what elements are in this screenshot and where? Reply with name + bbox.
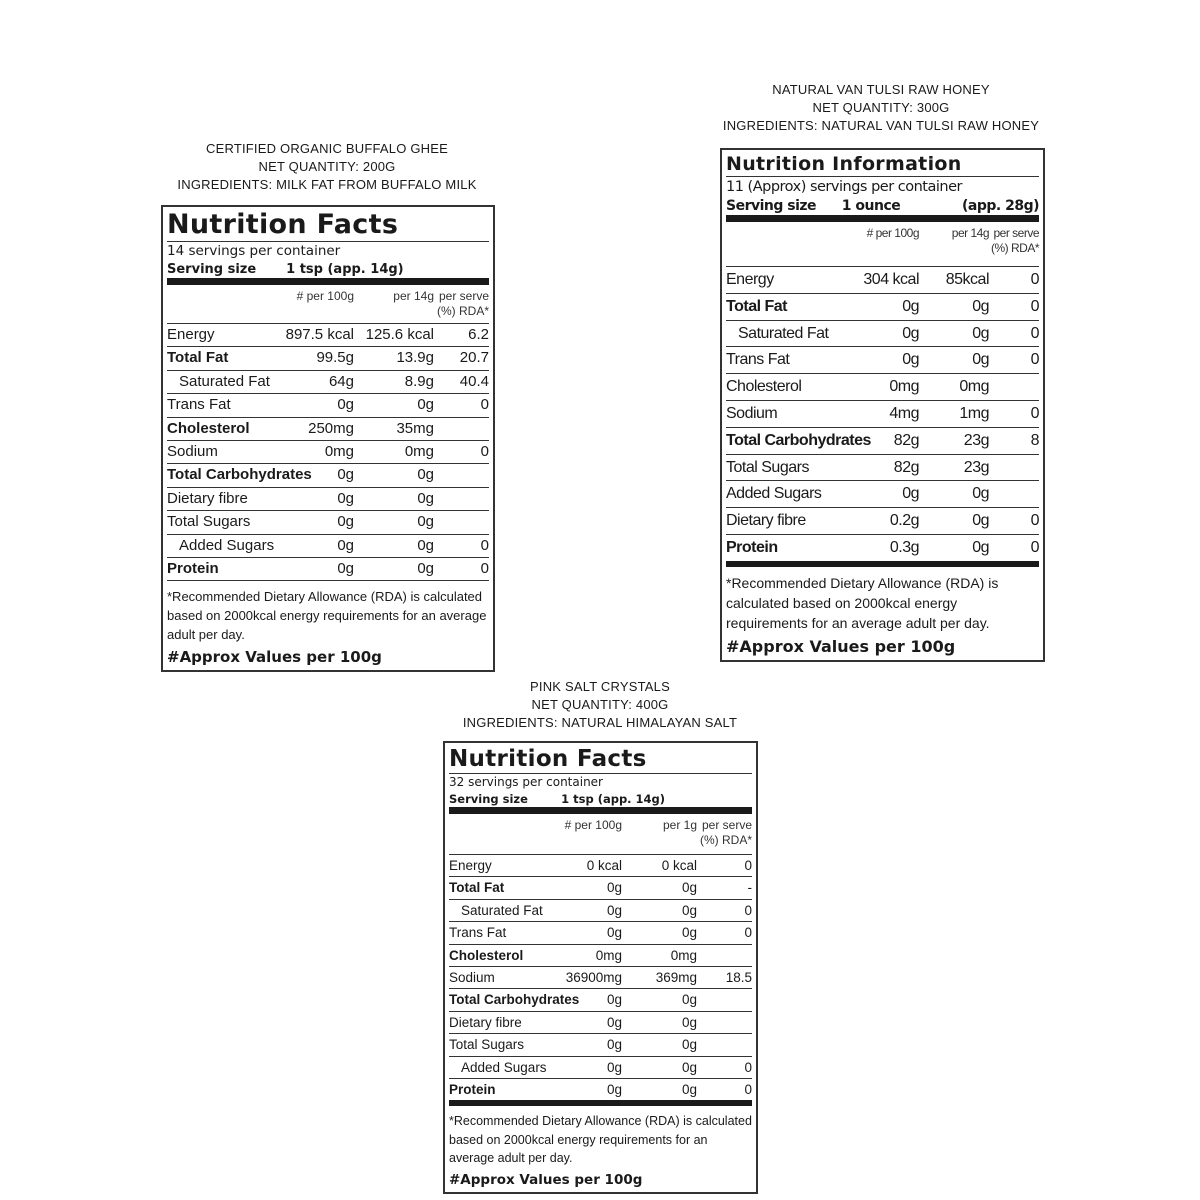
- column-header-row: [726, 222, 1039, 267]
- nutrient-row: [726, 374, 1039, 401]
- rda-footnote: *Recommended Dietary Allowance (RDA) is calculated based on 2000kcal energy requirements for an average adult per day.: [726, 574, 999, 631]
- value-per-100g: 0g: [606, 1081, 622, 1097]
- value-per-serving: 0g: [681, 1081, 697, 1097]
- nutrient-name: Total Carbohydrates: [726, 431, 871, 449]
- serving-size-value: 1 tsp (app. 14g): [286, 262, 404, 277]
- product-name: PINK SALT CRYSTALS: [530, 679, 670, 694]
- value-per-100g: 0g: [337, 513, 354, 531]
- nutrient-name: Total Sugars: [449, 1037, 525, 1053]
- nutrient-name: Trans Fat: [449, 925, 507, 941]
- approx-values-note: #Approx Values per 100g: [449, 1171, 643, 1188]
- nutrient-name: Protein: [449, 1081, 496, 1097]
- ingredients: INGREDIENTS: MILK FAT FROM BUFFALO MILK: [177, 177, 477, 192]
- nutrient-row: [167, 371, 489, 394]
- nutrient-name: Total Carbohydrates: [449, 992, 580, 1008]
- nutrient-row: [449, 922, 752, 944]
- servings-per-container: 14 servings per container: [167, 243, 341, 259]
- serving-size-value-group: [286, 261, 489, 278]
- nutrient-row: [449, 1057, 752, 1079]
- value-per-100g: 250mg: [308, 419, 354, 437]
- rda-percent: 0: [480, 536, 489, 554]
- product-name: NATURAL VAN TULSI RAW HONEY: [772, 82, 990, 97]
- rda-percent: 0: [1030, 271, 1039, 288]
- serving-size-extra: (app. 28g): [962, 198, 1039, 214]
- value-per-100g: 0mg: [595, 947, 622, 963]
- approx-values-note: #Approx Values per 100g: [726, 636, 956, 656]
- value-per-100g: 0g: [902, 324, 919, 342]
- value-per-serving: 85kcal: [945, 271, 989, 288]
- rda-percent: 0: [1030, 297, 1039, 315]
- rda-percent: 0: [480, 396, 489, 414]
- product-heading: [127, 140, 527, 194]
- value-per-100g: 64g: [328, 372, 354, 390]
- nutrient-name: Energy: [726, 271, 774, 288]
- serving-size-value-group: [561, 792, 752, 808]
- product-heading: [681, 81, 1081, 135]
- rda-percent: 0: [1030, 538, 1039, 556]
- nutrient-row: [726, 267, 1039, 294]
- rda-percent: 0: [744, 1059, 752, 1075]
- value-per-100g: 0g: [606, 925, 622, 941]
- column-header-row: [167, 285, 489, 324]
- nutrient-row: [726, 535, 1039, 567]
- rda-percent: 6.2: [468, 325, 489, 343]
- nutrient-name: Saturated Fat: [738, 324, 829, 342]
- value-per-serving: 369mg: [655, 969, 697, 985]
- rda-percent: 0: [480, 559, 489, 577]
- rda-percent: 8: [1030, 431, 1039, 449]
- servings-per-container: 32 servings per container: [449, 775, 603, 789]
- nutrient-name: Total Fat: [167, 349, 229, 367]
- value-per-serving: 0g: [681, 992, 697, 1008]
- nutrient-name: Total Sugars: [726, 458, 809, 476]
- nutrient-name: Total Sugars: [167, 513, 251, 531]
- rda-percent: 0: [1030, 324, 1039, 342]
- value-per-serving: 0g: [417, 559, 434, 577]
- nutrient-row: [726, 401, 1039, 428]
- value-per-serving: 0g: [972, 351, 989, 369]
- label-title: Nutrition Facts: [167, 209, 489, 242]
- serving-size-label: Serving size: [726, 198, 817, 214]
- value-per-serving: 1mg: [959, 404, 989, 422]
- value-per-serving: 0g: [417, 489, 434, 507]
- column-header: per serve (%) RDA*: [699, 818, 752, 847]
- value-per-100g: 0mg: [324, 442, 354, 460]
- value-per-serving: 0g: [417, 396, 434, 414]
- value-per-serving: 8.9g: [404, 372, 434, 390]
- value-per-serving: 125.6 kcal: [365, 325, 434, 343]
- nutrient-row: [726, 294, 1039, 321]
- serving-size-label: Serving size: [449, 791, 528, 806]
- ingredients: INGREDIENTS: NATURAL VAN TULSI RAW HONEY: [722, 118, 1040, 133]
- rda-percent: 0: [480, 442, 489, 460]
- nutrient-row: [449, 1079, 752, 1106]
- label-title: Nutrition Information: [726, 152, 1039, 177]
- nutrient-name: Trans Fat: [726, 351, 790, 369]
- rda-percent: 0: [744, 902, 752, 918]
- rda-percent: 18.5: [725, 969, 752, 985]
- net-quantity: NET QUANTITY: 200G: [258, 159, 396, 174]
- nutrient-name: Dietary fibre: [167, 489, 248, 507]
- value-per-serving: 0g: [972, 485, 989, 503]
- nutrient-name: Energy: [167, 325, 215, 343]
- product-name: CERTIFIED ORGANIC BUFFALO GHEE: [206, 141, 448, 156]
- nutrient-row: [167, 464, 489, 487]
- nutrient-name: Total Carbohydrates: [167, 466, 312, 484]
- nutrient-name: Protein: [726, 538, 778, 556]
- nutrient-row: [449, 989, 752, 1011]
- serving-size: [167, 261, 489, 285]
- nutrient-name: Sodium: [449, 969, 495, 985]
- product-heading: [400, 678, 800, 732]
- approx-values-note: #Approx Values per 100g: [167, 648, 382, 667]
- value-per-serving: 0g: [972, 538, 989, 556]
- nutrition-label: [720, 148, 1045, 662]
- nutrient-row: [726, 481, 1039, 508]
- value-per-serving: 0g: [681, 1014, 697, 1030]
- rda-footnote: *Recommended Dietary Allowance (RDA) is calculated based on 2000kcal energy requirements for an average adult per day.: [449, 1114, 752, 1166]
- column-header: per 14g: [393, 289, 434, 303]
- value-per-100g: 4mg: [889, 404, 919, 422]
- value-per-serving: 13.9g: [396, 349, 434, 367]
- column-header: # per 100g: [866, 226, 919, 240]
- nutrient-row: [449, 877, 752, 899]
- value-per-100g: 0g: [902, 485, 919, 503]
- nutrient-row: [449, 967, 752, 989]
- rda-percent: 0: [1030, 512, 1039, 530]
- value-per-100g: 82g: [893, 458, 919, 476]
- value-per-serving: 0g: [417, 513, 434, 531]
- nutrient-row: [726, 321, 1039, 348]
- nutrient-name: Cholesterol: [167, 419, 250, 437]
- value-per-serving: 0 kcal: [661, 857, 697, 873]
- nutrient-row: [449, 945, 752, 967]
- value-per-serving: 0g: [681, 1059, 697, 1075]
- value-per-100g: 0.3g: [889, 538, 919, 556]
- nutrient-row: [167, 488, 489, 511]
- nutrient-name: Saturated Fat: [179, 372, 270, 390]
- column-header: per serve (%) RDA*: [436, 289, 489, 318]
- nutrient-row: [726, 347, 1039, 374]
- value-per-serving: 0mg: [670, 947, 697, 963]
- nutrient-row: [449, 1012, 752, 1034]
- nutrient-row: [167, 511, 489, 534]
- nutrient-row: [167, 441, 489, 464]
- nutrient-name: Sodium: [726, 404, 778, 422]
- value-per-100g: 82g: [893, 431, 919, 449]
- nutrient-row: [167, 558, 489, 581]
- nutrient-row: [449, 855, 752, 877]
- nutrient-name: Trans Fat: [167, 396, 231, 414]
- value-per-serving: 23g: [963, 431, 989, 449]
- value-per-serving: 0g: [681, 1037, 697, 1053]
- nutrient-row: [449, 900, 752, 922]
- value-per-100g: 897.5 kcal: [285, 325, 354, 343]
- serving-size-value-group: [842, 197, 1039, 215]
- nutrient-name: Cholesterol: [449, 947, 524, 963]
- value-per-serving: 0g: [417, 466, 434, 484]
- rda-percent: 0: [744, 857, 752, 873]
- serving-size-value: 1 ounce: [841, 198, 901, 214]
- value-per-serving: 0g: [681, 902, 697, 918]
- value-per-serving: 0g: [681, 880, 697, 896]
- rda-percent: 0: [1030, 404, 1039, 422]
- value-per-100g: 0g: [337, 489, 354, 507]
- nutrient-name: Protein: [167, 559, 219, 577]
- value-per-serving: 0mg: [959, 378, 989, 396]
- nutrient-row: [726, 428, 1039, 455]
- nutrient-name: Energy: [449, 857, 492, 873]
- nutrient-row: [449, 1034, 752, 1056]
- value-per-serving: 0g: [972, 512, 989, 530]
- nutrient-row: [167, 347, 489, 370]
- nutrient-row: [167, 324, 489, 347]
- nutrient-name: Cholesterol: [726, 378, 802, 396]
- value-per-serving: 0mg: [404, 442, 434, 460]
- value-per-100g: 0g: [606, 902, 622, 918]
- column-header-row: [449, 814, 752, 855]
- nutrient-row: [726, 455, 1039, 482]
- nutrient-name: Total Fat: [726, 297, 787, 315]
- nutrient-row: [167, 535, 489, 558]
- value-per-serving: 0g: [972, 324, 989, 342]
- serving-size: [449, 792, 752, 815]
- value-per-100g: 99.5g: [316, 349, 354, 367]
- value-per-serving: 0g: [972, 297, 989, 315]
- net-quantity: NET QUANTITY: 300G: [812, 100, 950, 115]
- nutrition-label: [443, 741, 758, 1194]
- value-per-100g: 0g: [606, 1059, 622, 1075]
- nutrient-name: Saturated Fat: [461, 902, 543, 918]
- nutrient-row: [167, 394, 489, 417]
- value-per-100g: 0g: [606, 992, 622, 1008]
- rda-percent: 0: [744, 925, 752, 941]
- nutrient-name: Added Sugars: [461, 1059, 547, 1075]
- ingredients: INGREDIENTS: NATURAL HIMALAYAN SALT: [462, 715, 738, 730]
- column-header: per 1g: [662, 818, 697, 832]
- rda-footnote: *Recommended Dietary Allowance (RDA) is calculated based on 2000kcal energy requirements for an average adult per day.: [167, 589, 487, 643]
- value-per-100g: 0g: [337, 536, 354, 554]
- nutrient-row: [167, 418, 489, 441]
- nutrient-row: [726, 508, 1039, 535]
- net-quantity: NET QUANTITY: 400G: [531, 697, 669, 712]
- rda-percent: 0: [1030, 351, 1039, 369]
- value-per-100g: 0g: [606, 880, 622, 896]
- value-per-100g: 0g: [337, 559, 354, 577]
- value-per-100g: 0g: [337, 466, 354, 484]
- value-per-100g: 0g: [902, 351, 919, 369]
- nutrient-name: Added Sugars: [726, 485, 822, 503]
- nutrition-label: [161, 205, 495, 672]
- column-header: # per 100g: [564, 818, 622, 832]
- value-per-100g: 0mg: [889, 378, 919, 396]
- value-per-serving: 0g: [417, 536, 434, 554]
- value-per-100g: 0g: [337, 396, 354, 414]
- value-per-100g: 304 kcal: [863, 271, 919, 288]
- rda-percent: 0: [744, 1081, 752, 1097]
- nutrient-name: Added Sugars: [179, 536, 275, 554]
- serving-size-label: Serving size: [167, 262, 257, 277]
- value-per-100g: 36900mg: [565, 969, 622, 985]
- label-title: Nutrition Facts: [449, 745, 752, 774]
- value-per-100g: 0 kcal: [586, 857, 622, 873]
- value-per-serving: 0g: [681, 925, 697, 941]
- nutrient-name: Sodium: [167, 442, 218, 460]
- servings-per-container: 11 (Approx) servings per container: [726, 179, 962, 195]
- rda-percent: -: [747, 880, 752, 896]
- column-header: per 14g: [951, 226, 989, 240]
- serving-size: [726, 197, 1039, 222]
- nutrient-name: Total Fat: [449, 880, 505, 896]
- nutrient-name: Dietary fibre: [449, 1014, 522, 1030]
- serving-size-value: 1 tsp (app. 14g): [561, 791, 666, 806]
- rda-percent: 20.7: [459, 349, 489, 367]
- nutrient-name: Dietary fibre: [726, 512, 806, 530]
- value-per-100g: 0g: [902, 297, 919, 315]
- value-per-100g: 0g: [606, 1014, 622, 1030]
- value-per-serving: 23g: [963, 458, 989, 476]
- column-header: per serve (%) RDA*: [990, 226, 1039, 255]
- value-per-serving: 35mg: [396, 419, 434, 437]
- column-header: # per 100g: [296, 289, 354, 303]
- value-per-100g: 0g: [606, 1037, 622, 1053]
- rda-percent: 40.4: [459, 372, 489, 390]
- value-per-100g: 0.2g: [889, 512, 919, 530]
